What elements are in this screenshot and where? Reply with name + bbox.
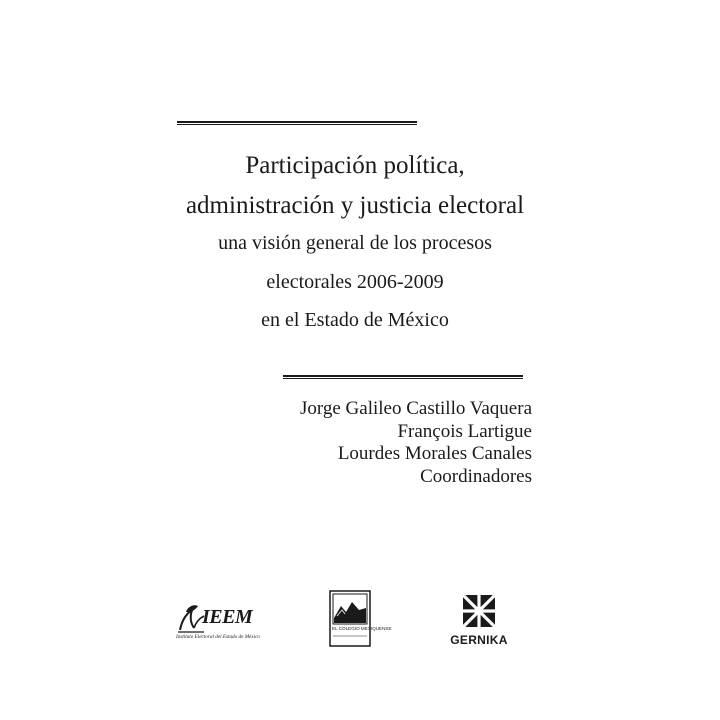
coordinators-label: Coordinadores [420,465,532,487]
authors-block [300,398,532,488]
author-name: Jorge Galileo Castillo Vaquera [300,398,532,419]
ieem-subtitle: Instituto Electoral del Estado de México [176,634,260,640]
author-name: Lourdes Morales Canales [337,443,532,464]
ieem-logo [176,598,286,646]
subtitle-line-1: una visión general de los procesos [218,232,492,254]
colegio-mexiquense-logo [329,590,392,647]
gernika-name: GERNIKA [450,633,508,647]
colegio-name: EL COLEGIO MEXIQUENSE [332,626,392,631]
ieem-name: IEEM [202,606,253,628]
author-name: François Lartigue [397,420,532,442]
subtitle-line-3: en el Estado de México [261,309,449,331]
gernika-logo [444,594,514,650]
subtitle-line-2: electorales 2006-2009 [266,271,444,293]
title-line-1: Participación política, [245,152,465,179]
middle-divider-rule [283,375,523,379]
gernika-logo-icon [444,594,514,630]
colegio-mexiquense-logo-icon [329,590,392,647]
top-divider-rule [177,121,417,125]
title-line-2: administración y justicia electoral [185,192,525,219]
